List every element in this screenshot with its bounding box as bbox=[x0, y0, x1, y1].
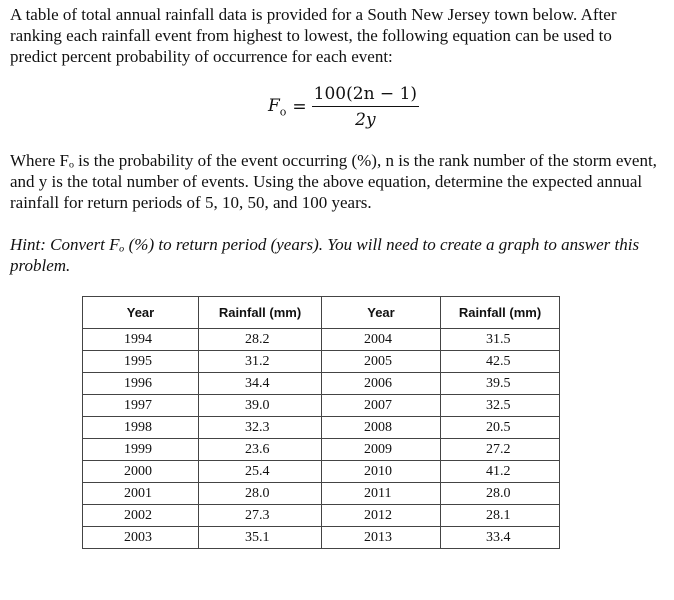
header-year-1: Year bbox=[83, 297, 199, 329]
cell-rainfall-1: 34.4 bbox=[199, 373, 322, 395]
cell-year-2: 2011 bbox=[322, 483, 441, 505]
formula-numerator: 100(2n − 1) bbox=[312, 84, 419, 107]
cell-year-2: 2007 bbox=[322, 395, 441, 417]
intro-paragraph: A table of total annual rainfall data is provided for a South New Jersey town below. After ranking each rainfall event from highest to lowest, the following equation can be used to predict percent probability of occurrence for each event: bbox=[10, 5, 617, 66]
header-rainfall-1: Rainfall (mm) bbox=[199, 297, 322, 329]
cell-year-2: 2005 bbox=[322, 351, 441, 373]
explanation-paragraph: Where Fₒ is the probability of the event occurring (%), n is the rank number of the storm event, and y is the total number of events. Using the above equation, determine the expected annual rainfall for return periods of 5, 10, 50, and 100 years. bbox=[10, 151, 657, 212]
cell-rainfall-2: 31.5 bbox=[441, 329, 560, 351]
cell-year-1: 1994 bbox=[83, 329, 199, 351]
cell-rainfall-1: 35.1 bbox=[199, 527, 322, 549]
cell-year-1: 1995 bbox=[83, 351, 199, 373]
header-year-2: Year bbox=[322, 297, 441, 329]
cell-rainfall-1: 39.0 bbox=[199, 395, 322, 417]
cell-rainfall-1: 31.2 bbox=[199, 351, 322, 373]
cell-year-2: 2010 bbox=[322, 461, 441, 483]
table-header-row bbox=[83, 297, 560, 329]
hint-paragraph: Hint: Convert Fₒ (%) to return period (years). You will need to create a graph to answer this problem. bbox=[10, 235, 640, 275]
cell-rainfall-1: 27.3 bbox=[199, 505, 322, 527]
cell-year-1: 1999 bbox=[83, 439, 199, 461]
table-row bbox=[83, 373, 560, 395]
cell-rainfall-1: 28.0 bbox=[199, 483, 322, 505]
cell-rainfall-2: 33.4 bbox=[441, 527, 560, 549]
table-row bbox=[83, 329, 560, 351]
cell-year-2: 2008 bbox=[322, 417, 441, 439]
probability-formula bbox=[268, 82, 419, 132]
cell-year-2: 2013 bbox=[322, 527, 441, 549]
cell-rainfall-2: 27.2 bbox=[441, 439, 560, 461]
rainfall-table bbox=[82, 296, 560, 549]
cell-year-1: 2002 bbox=[83, 505, 199, 527]
cell-year-1: 1997 bbox=[83, 395, 199, 417]
cell-rainfall-2: 41.2 bbox=[441, 461, 560, 483]
cell-rainfall-2: 28.0 bbox=[441, 483, 560, 505]
table-row bbox=[83, 439, 560, 461]
cell-year-1: 2001 bbox=[83, 483, 199, 505]
table-row bbox=[83, 483, 560, 505]
cell-rainfall-1: 32.3 bbox=[199, 417, 322, 439]
cell-rainfall-2: 39.5 bbox=[441, 373, 560, 395]
cell-rainfall-2: 42.5 bbox=[441, 351, 560, 373]
cell-year-2: 2004 bbox=[322, 329, 441, 351]
table-body bbox=[83, 329, 560, 549]
cell-rainfall-2: 28.1 bbox=[441, 505, 560, 527]
formula-equals: = bbox=[292, 97, 307, 117]
cell-year-2: 2012 bbox=[322, 505, 441, 527]
formula-lhs: $F_o$ bbox=[268, 95, 287, 119]
header-rainfall-2: Rainfall (mm) bbox=[441, 297, 560, 329]
cell-year-1: 1998 bbox=[83, 417, 199, 439]
table-row bbox=[83, 351, 560, 373]
cell-year-1: 2000 bbox=[83, 461, 199, 483]
cell-year-1: 1996 bbox=[83, 373, 199, 395]
table-row bbox=[83, 527, 560, 549]
cell-rainfall-1: 28.2 bbox=[199, 329, 322, 351]
cell-year-2: 2006 bbox=[322, 373, 441, 395]
formula-denominator: 2y bbox=[355, 110, 376, 130]
cell-rainfall-1: 23.6 bbox=[199, 439, 322, 461]
cell-year-2: 2009 bbox=[322, 439, 441, 461]
table-row bbox=[83, 395, 560, 417]
cell-year-1: 2003 bbox=[83, 527, 199, 549]
cell-rainfall-2: 20.5 bbox=[441, 417, 560, 439]
cell-rainfall-2: 32.5 bbox=[441, 395, 560, 417]
cell-rainfall-1: 25.4 bbox=[199, 461, 322, 483]
table-row bbox=[83, 417, 560, 439]
formula-fraction bbox=[312, 84, 419, 130]
rainfall-table-container bbox=[82, 296, 560, 549]
table-row bbox=[83, 461, 560, 483]
table-row bbox=[83, 505, 560, 527]
